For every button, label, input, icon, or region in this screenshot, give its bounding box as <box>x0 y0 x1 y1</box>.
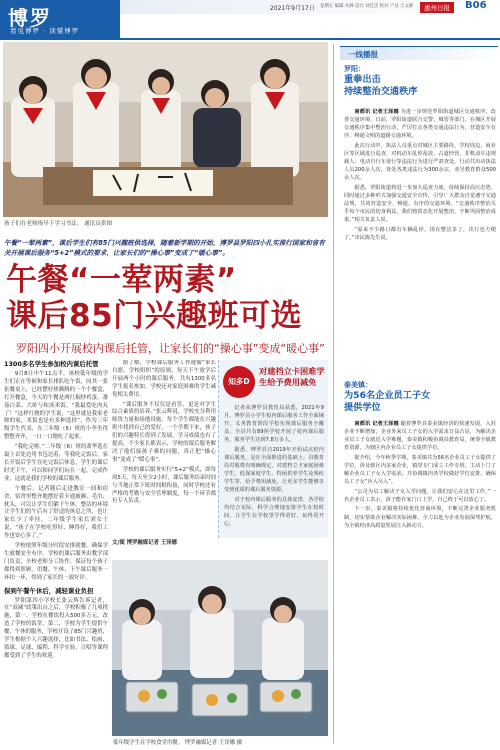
article-column-2 <box>112 360 216 538</box>
brief-1-text: 为进一步规范罗阳街道城区交通秩序，改善交通环境，日前，罗阳街道联合交警、城管等部门，在城区开展交通秩序集中整治行动，严厉打击各类交通违法行为，营造安全有序、畅通文明的道路交通环境。 <box>344 109 496 140</box>
photo-caption-top: 孩子们在老师指导下学习书法。 通讯员供图 <box>4 221 113 227</box>
brief-1-author: 南都讯 记者王泽娜 <box>354 109 399 115</box>
headline-line-2: 课后85门兴趣班可选 <box>6 298 303 334</box>
page-number: B06 <box>465 0 487 11</box>
article-column-1 <box>4 360 108 743</box>
edit-credits: 星期五 编辑 关林 设计 刘佳杰 校对 产及 王文静 <box>320 4 414 9</box>
brief-paragraph: 此次行动中，执法人员重点对城区主要路段、学校周边、商业区等区域进行巡查，对机动车乱停乱放、占道经营、非机动车违规载人、电动自行车逆行等违法行为进行严肃查处。行动共出动执法人员200余人次，查处各类违法行为300余宗，劝导教育群众500余人次。 <box>344 142 496 182</box>
article-paragraph: 9月8日中午11点半，该校低年级的学生们正在等候和家长排队吃午饭，同其一张张餐桌上，已经摆好热腾腾的一个个餐盒，打开餐盒，今天的午餐是两红焖炒鸡蛋、番茄白菜、大虾与和汤米饭。“我最爱吃肉丸了！”这样红烧的学生说，“这里就是我家老师的家，米饭也是有多种选择”，作为三年级学生代表，在三年级（5）班的小李坐得整整齐齐，一口一口地吃了起来。 <box>4 371 108 441</box>
brief-paragraph: “公司为员工解决子女入学问题，让我们安心在这里工作。”一名企业员工表示，孩子能在家门口上学，自己终于可以放心了。 <box>344 488 496 503</box>
section-heading-2: 保到午餐午休后，减轻课业负担 <box>4 586 94 595</box>
brief-1-heading <box>344 64 496 98</box>
subheadline: 罗阳四小开展校内课后托管，让家长们的“操心事”变成“暖心事” <box>16 342 325 355</box>
brief-paragraph: “原来不少路口都有车辆乱停，现在整洁多了，出行也方便了。”市民陈先生说。 <box>344 226 496 241</box>
calligraphy-class-photo <box>3 42 328 217</box>
canteen-lunch-photo <box>112 560 328 736</box>
brief-paragraph <box>344 108 496 140</box>
article-paragraph: “我吃完啦。”二年级（6）班的萧华选在最上首处边用书包边着，等我吃完饭后，家长开饭后学生在吃完饭后休息，学生的课后时光下午，可以和同学们玩在一起，完成作业，这就是我们学校的课后服务。 <box>4 444 108 482</box>
brief-2-text: 随着博罗县泰美镇经济的快速发展，入驻企业不断增加，企业外来员工子女的入学需求日益凸显，为解决企业员工子女就近入学难题，泰美镇积极协调县教育局，统筹全镇教育资源，为辖区内企业员工子女提供学位。 <box>344 421 496 452</box>
paper-title: 博罗 <box>8 6 52 30</box>
brief-2-body <box>344 420 496 742</box>
article-paragraph: 据了解，学校课后服务工作遵循“家长自愿，学校组织”的原则，每天下午放学后开展两个小时的课后服务，共有1300多名学生报名参加。学校还对家庭困难的学生减免相关费用。 <box>112 360 216 398</box>
knowledge-paragraph: 据悉，博罗县自2019年开始试点校内课后服务，是在全面推进的基础上。县教育局对收费有明确规定，对建档立卡家庭困难学生、低保家庭学生、特困供养学生及残疾学生等，给予费用减免，让更多学生能够享受到优质的课后服务资源。 <box>224 447 324 493</box>
issue-date: 2021年9月17日 <box>270 5 315 12</box>
article-paragraph: “课后服务不仅仅是看管，更是对学生综合素质的培养。”张云辉说，学校充分利用师资力量和场地设施，每个学生都能在兴趣班中找到自己的爱好，一个学期下来，孩子们的兴趣特长得到了发展，学习成绩也有了提高，不少家长都表示，学校的课后服务解决了他们接孩子难的问题，真正把“操心事”变成了“暖心事”。 <box>112 401 216 463</box>
brief-paragraph: 下一步，泰美镇将持续优化营商环境，不断完善企业服务机制，切实帮助企业解决实际困难，全力以赴为企业发展保驾护航，为全镇经济高质量发展注入新动力。 <box>344 506 496 529</box>
news-brief-header <box>340 46 498 60</box>
brief-1-place: 罗阳： <box>344 65 365 73</box>
brand-block <box>0 0 120 38</box>
knowledge-paragraph: 对于校内课后服务的具体安排，各学校均结合实际，科学合理地安排学生在校时间，让学生在学校里学得更好、玩得更开心。 <box>224 497 324 527</box>
brief-1-body <box>344 108 496 376</box>
column-divider <box>333 44 334 744</box>
sidebar-knowledge-box <box>218 360 328 538</box>
headline <box>6 262 328 334</box>
section-badge: 惠州日报 <box>420 2 454 13</box>
knowledge-badge: 知多D <box>223 366 255 398</box>
brief-paragraph: 据悉，罗阳街道将进一步加大巡查力度，持续保持高压态势，同时通过多种形式加强交通安全宣传，引导广大群众自觉遵守交通法规，共同营造安全、畅通、有序的交通环境。“交通秩序整治关乎每个市民的切身利益，我们将常态化开展整治，不断巩固整治成果。”相关负责人说。 <box>344 184 496 224</box>
brief-paragraph: 据介绍，今年秋季学期，泰美镇共为56名企业员工子女提供了学位，涉及辖区内多家企业，镇里专门成立工作专班，主动上门了解企业员工子女入学需求，并协调镇内各学校做好学位安排，确保员工子女“应入尽入”。 <box>344 454 496 486</box>
masthead <box>0 0 500 40</box>
article-paragraph: 学校的课后服务实行“5+2”模式，即每周5天、每天至少2小时，课后服务结束时间与当地正常下班时间相衔接，同时学校还有严格的考勤与安全管理制度，每一个环节都有专人负责。 <box>112 466 216 505</box>
knowledge-text <box>224 404 324 530</box>
brief-2-place: 泰美镇： <box>344 381 372 389</box>
brief-1-title: 重拳出击 持续整治交通秩序 <box>344 74 418 97</box>
article-paragraph: 学校按照年级分时段安排就餐，确保学生就餐安全有序。学校的课后服务由教学部门负责，全校老师分工协作，保证每个孩子都得到照顾，用餐、午休、下午课后服务一环扣一环，得到了家长的一致好评。 <box>4 543 108 581</box>
brief-paragraph <box>344 420 496 452</box>
brief-2-heading <box>344 380 496 414</box>
article-paragraph: 罗阳第四小学校长张云辉告诉记者，在“双减”政策出台之后，学校积极了几项措施，第一，学校在餐饮投入500多万元，改造了学校的饭堂，第二，学校为学生提供午餐、午休的服务，学校开设了85门兴趣班，学生根据个人兴趣选择，比如书法、绘画、篮球、足球、编程、科学实验、合唱等课程都受到了学生的欢迎。 <box>4 597 108 659</box>
masthead-bar <box>120 0 500 14</box>
brief-2-author: 南都讯 记者王泽娜 <box>354 421 399 427</box>
section-heading-1: 1300多名学生参加校内课后托管 <box>4 360 99 368</box>
knowledge-title: 对建档立卡困难学生给予费用减免 <box>259 366 325 387</box>
masthead-rule <box>0 38 500 40</box>
news-brief-title: 一线播报 <box>348 50 378 59</box>
photo-caption-bottom: 低年级学生在学校食堂用餐。 博罗融媒记者 王泽娜 摄 <box>113 740 243 746</box>
headline-line-1: 午餐“一荤两素” <box>6 262 237 298</box>
paper-slogan: 看见博罗 · 读懂博罗 <box>10 27 80 35</box>
article-paragraph: 午餐后，记者随后走进教室一间和宿舍，宿舍里整齐地摆好着卡通被褥、毛巾、枕头，可以让学生们躺下午休，整洁的环境让学生们的午后有了舒适的休息之所，也让家长少了牵挂，二年级学生家长刘女士说，“孩子在学校吃得好、睡得好，我们工作也安心多了。” <box>4 485 108 540</box>
knowledge-paragraph: 记者从博罗县教育局获悉，2021年9月，博罗县小学生校内课后服务工作全面铺开，义务教育阶段学校实现课后服务全覆盖，全县共有89所学校开展了校内课后服务，服务学生达到7.8万多人。 <box>224 405 324 443</box>
lead-paragraph: 午餐“一荤两素”，课后学生们有85门兴趣班供选择，随着新学期的开始，博罗县罗阳四小扎实推行国家和省有关开展课后服务“5+2”模式的要求，让家长们的“操心事”变成了“暖心事”。 <box>4 239 325 257</box>
brief-2-title: 为56名企业员工子女 提供学位 <box>344 390 431 413</box>
article-byline: 文/图 博罗融媒记者 王泽娜 <box>112 540 178 546</box>
